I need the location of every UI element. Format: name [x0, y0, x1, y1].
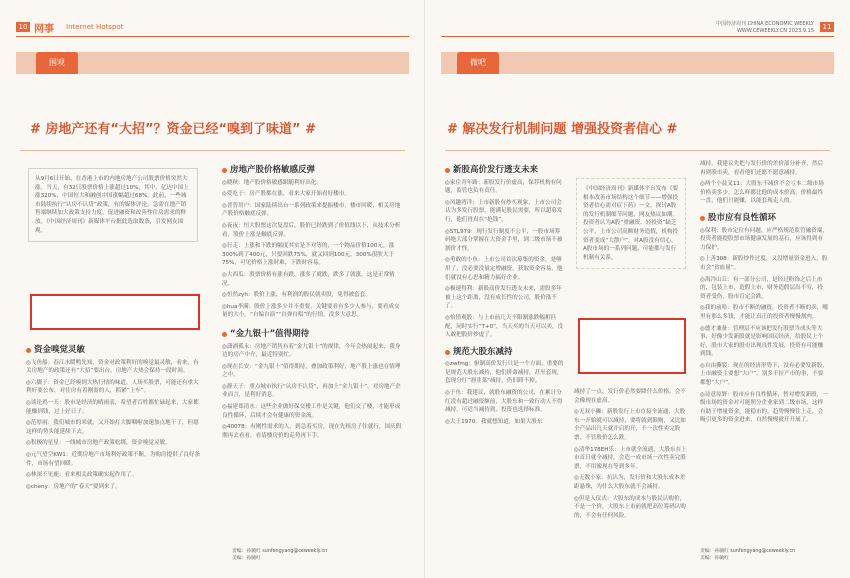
list-item: ◎静天子：重点城市执行“认房不认贷”，再加上“金九银十”，对房地产企业而言，是利好消息。 [222, 383, 401, 399]
headline: # 解决发行机制问题 增强投资者信心 # [447, 122, 678, 137]
list-item: ◎飞鱼船：春江水暖鸭先知，资金对政策利好的嗅觉最灵敏，看来，有关房地产的政策还有“大招”要出台，房地产大热会保持一段时间。 [26, 359, 199, 375]
list-item: ◎两个小益叉11：大股东不减价不会亏本二级市场价格卖多少，怎么样都比他的成本价高，价格最终一盘，他们只能赚，以能套现走人的。 [700, 181, 824, 205]
list-item: ◎福建郑清水：这些企业做好保交楼工作是关键，他们交了楼，才能形成良性循环，后续才会有健康的资金流。 [222, 404, 401, 419]
list-item: ◎上善308：新股炒作过度，又没增量资金进入，股市会“贫血量”。 [700, 256, 828, 271]
list-item: ◎夜夜：恒大股票这次复盘后，股价已经跌到了价值线以下，从技术分析看，股价上涨是触底反弹。 [222, 222, 401, 238]
header-rule [441, 36, 834, 37]
list-item: ◎勇敢的小鱼：上市公司首次募集的资金，是够用了，没必要没量定增融资，获取资金容易，他们就没有心思和精力搞好企业。 [445, 257, 563, 281]
list-item: ◎清华178EH乐：上市就全流通，大股东在上市首日就全减持，会造一成市场一次性卖完股票，不用像现在等到多年。 [574, 446, 687, 470]
section-heading: “金九银十”值得期待 [222, 330, 402, 339]
list-item: ◎hua李满：股价上涨多少并不重要，关键要看有多少人参与，要看成交量的大小。“自编自演”“自弹自唱”的行情，没多大意思。 [222, 303, 400, 319]
list-item: ◎STL979：现行发行制度不公平，一股市场筹码绝大部分掌握在大资金手里，到二级市场不被割价才怪。 [445, 228, 563, 252]
list-item: ◎爱吃于：房产股都在涨，看来大家开始看好楼市。 [222, 191, 350, 198]
tab-label: 微吧 [457, 52, 499, 74]
list-item: ◎40078：有刚性需求的人，到急着买房，现在先租房子住就行，国庆假期再去看看，看请楼房价的走势再下手。 [222, 424, 402, 439]
list-item: ◎极速得利：新股高价发行透支未来，需股多年被上这个距离，没有成长性的公司，股价涨不了。 [445, 286, 562, 310]
list-item: ◎但是人仪式：大股东的成本与股民认购价，不是一个价，大股东上市前就把高位筹码认购的，不会有任何风险。 [574, 495, 686, 519]
headline-rule [445, 150, 830, 151]
headline: # 房地产还有“大招”？资金已经“嗅到了味道” # [30, 122, 317, 137]
list-item: ◎谈论鸡一天：股市是经济的晴雨表，希望者百姓都忙碌起来，大家都能赚到钱，过上好日子。 [26, 399, 199, 415]
list-item: ◎海冷山丘：有一部分公司，是经过粉饰之后上市的，包装上市，造假上市，财务造假层出不穷，投资者受伤，股市肯定会跌。 [700, 276, 824, 300]
right-column [222, 160, 402, 443]
list-item: ◎诗意原野：股市应有良性循环，暂对增发新股，一级市场的资金对可能照分企业家到二级市场，这样有助于增量资金，能稳市的，趋势慢慢往上走，会吸引更多的资金进来，自然慢慢就开开展了。 [700, 391, 828, 424]
list-item: 减持，我建议先把与发行价的差价部分补齐，然后再到股市卖，看看他们还愿不愿意减持。 [700, 161, 824, 176]
right-col-3 [700, 160, 828, 428]
list-item: ◎行走：上涨和下跌的幅度其实是不对等的，一个物品价格100元，涨300%到了400元，只要回跌75%，就又回到100元。300%很肤大于75%，可见价格上涨时难，下跌时容易。 [222, 243, 395, 267]
list-item: ◎晓秋：地产股价格敏感跟随利好出化。 [222, 179, 322, 186]
list-item: ◎风趣湾洋：上市新股有炒买现象，上市公司会认为多发行股票，能满足股民需要，所以超募发行，他们胃真在“抢钱”。 [445, 199, 563, 223]
editor-credit: 责编：孙毓红 sunfengyang@ceweekly.cn 美编：孙毓红 [700, 549, 796, 561]
list-item: ◎zwfmg：驱制高价发行只是一个方面，重要的是规范大股东减持，他们拼命减持，甚至套现，套现分红“割韭菜”减持，仍旧卸不掉。 [445, 361, 564, 385]
highlight-box [30, 294, 200, 330]
list-item: ◎六脚子：资金已经嗅到大热行情的味道，人场买股票，可能还有重大利好要公布，对住房有着刚需的人，抓紧“上车”。 [26, 379, 199, 395]
list-item: ◎恒然zyh：股价上涨，有利润的股民就卖股，免得被套套。 [222, 292, 371, 299]
list-item: ◎自由撕裂：现在的经济形势下，没有必要发新股，上市融资主要想“大户”，别多干拉产市的事，不要都想“大户”。 [700, 362, 828, 387]
list-item: ◎无数小家：抗认为，发行价和大股东成本差距悬殊，为什么大股东就不会减持。 [574, 475, 686, 490]
list-item: ◎我的前哈：股市不断的融资，投资者不断的卖，哪里有那么多钱，才能让真正的投资者慢慢割肉。 [700, 305, 828, 320]
list-item: ◎保利：股市定位有问题，应严格规范监管融资端，投资者能提股票市场健康发展的基石，应该得到有力保护。 [700, 227, 828, 251]
list-item: ◎无双小狮：新股发行上市直接全流通，大股东一开始就可以减持，要将就到限购，又比如全产品出几天就开启的开，不一次性卖完股票，不管股价怎么跌。 [574, 409, 686, 441]
list-item: ◎普普用户：国家陆续出台一系列政策来提振楼市，楼市回暖，相关房地产股价格触底反弹。 [222, 202, 401, 218]
list-item: ◎怡情观股：与上市前几天不限制涨跌幅相匹配，同时实行“T+0”，当天买的当天可以卖，没人敢把股价炒虚了。 [445, 314, 564, 339]
section-heading: 规范大股东减持 [445, 348, 565, 357]
list-item: ◎大西瓜：股票价格有涨有跌，涨多了就跌，跌多了就涨，这是正常情况。 [222, 271, 395, 287]
magazine-name: 中国经济周刊 CHINA ECONOMIC WEEKLY [716, 21, 814, 27]
list-item: 减持了一点，发行价必然要降什么价格，会不会像现在虚高。 [574, 389, 686, 404]
headline-rule [20, 150, 405, 151]
section-title-en: Internet Hotspot [66, 23, 124, 31]
list-item: ◎积极的星星：一线城市房地产政策松绑，资金嗅觉灵敏。 [26, 440, 171, 447]
banner-bar [441, 52, 834, 74]
section-heading: 房地产股价格敏感反弹 [222, 166, 402, 175]
header-rule [16, 36, 409, 37]
page-number: 10 [16, 22, 30, 32]
list-item: ◎林深不见鹿：看来相关政策确实起作用了。 [26, 472, 138, 479]
tab-label: 围观 [36, 52, 78, 74]
list-item: ◎家住青年路：新股发行价虚高，保荐机构有问题，监管也负有责任。 [445, 179, 562, 195]
list-item: ◎大王1970：我就想知道，如果大股东 [445, 418, 543, 425]
right-col-1 [445, 160, 565, 429]
highlight-box [578, 318, 686, 374]
magazine-site-date: WWW.CEWEEKLY.CN 2023.9.15 [736, 28, 814, 34]
list-item: ◎现在长安：“金九银十”值得期待，叠加政策利好，地产股上涨也在情理之中。 [222, 363, 401, 379]
section-title: 网事 [34, 24, 54, 35]
quote-box: 《中国经济周刊》新媒体平台发布《要根本改善市场结构这个细节——增强投资者信心需对症下药》一文，探讨A股的发行机制细节问题，网友热议如潮。 投资者认为A股“重融资、轻投资”缺乏公平，上市公司高额财务造假，机构投资者变成“大散户”，对A股没有信心。A股市场的一系列问题，可能都与发行机制有关系。 [576, 178, 686, 269]
list-item: ◎潇洒孤永：房地产销售有着“金九银十”的规律，今年会热闹起来，我身边的房产中介，最近特别忙。 [222, 343, 401, 359]
section-heading: 资金嗅觉灵敏 [26, 346, 204, 355]
left-column [26, 340, 204, 494]
magazine-header [716, 21, 814, 35]
editor-credit: 责编：孙毓红 sunfengyang@ceweekly.cn 美编：孙毓红 [232, 549, 328, 561]
list-item: ◎元气望空KW1：近期房地产市场利好政策不断，为购房提供了良好条件，市场有望回暖。 [26, 451, 201, 467]
list-item: ◎德才兼备：管理层不应该把发行股票当成头等大事，好像少发新股就是影响国民经济，给股民上个好，股市大家的股市出现良性发展，投资有可能赚到钱。 [700, 325, 824, 358]
section-heading: 新股高价发行透支未来 [445, 166, 565, 175]
intro-box: 从9月6日开始，在香港上市的内地房地产公司股票价格突然大涨。当天，有32只股票价格上涨超过10%，其中，亿达中国上涨320%，中国恒大和融创中国涨幅超过68%。此前，一些城市陆续执行“认房不认贷”政策，有的媒体评论，急需在地产销售端继续加大政策支持力度，促进融资和改善性住房需求的释放。《中国经济周刊》新媒体平台据此选取数条，引发网友围观。 [28, 168, 198, 242]
right-col-2 [574, 388, 688, 523]
page-number: 11 [820, 22, 834, 32]
section-heading: 股市应有良性循环 [700, 214, 828, 223]
list-item: ◎千鱼：我建议，就股东融资的公司，在累计分红没有超过融资额前，大股东和一致行动人不得减持，可适当减持到，投资也选择标准。 [445, 390, 563, 414]
list-item: ◎cheny：房地产的“春天”要到来了。 [26, 483, 121, 490]
list-item: ◎范厚雨：我们城市的米就，又开始打大脚咽啦加速加点地干了，但愿这样的势头能延续下去。 [26, 420, 199, 435]
